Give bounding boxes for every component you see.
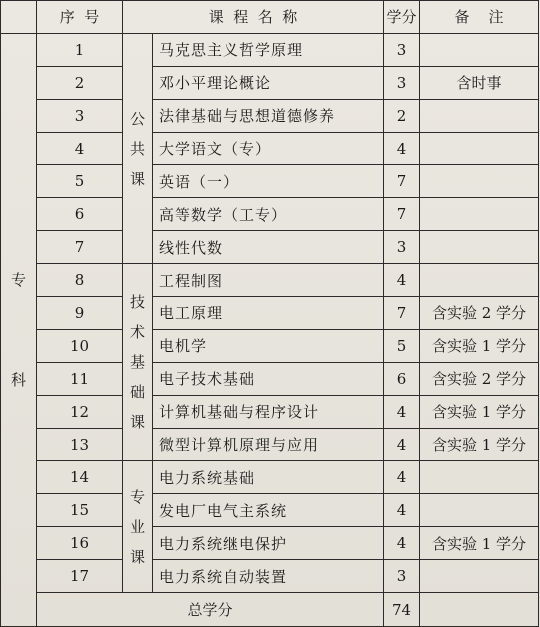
course-name: 邓小平理论概论 (153, 66, 384, 99)
group-label-char: 基 (129, 353, 145, 372)
header-note: 备 注 (420, 1, 539, 34)
course-credit: 7 (384, 297, 420, 330)
group-label-public (123, 33, 153, 263)
total-label: 总学分 (37, 593, 384, 627)
course-number: 3 (37, 99, 123, 132)
table-row (1, 362, 539, 395)
table-row (1, 560, 539, 593)
course-credit: 4 (384, 461, 420, 494)
group-label-char: 技 (129, 293, 145, 312)
course-name: 电力系统继电保护 (153, 527, 384, 560)
course-number: 10 (37, 329, 123, 362)
course-name: 电力系统自动装置 (153, 560, 384, 593)
table-row (1, 494, 539, 527)
course-note: 含实验 1 学分 (420, 395, 539, 428)
group-label-char: 公 (129, 109, 145, 128)
course-number: 15 (37, 494, 123, 527)
course-note: 含实验 1 学分 (420, 527, 539, 560)
table-row (1, 428, 539, 461)
course-credit: 4 (384, 264, 420, 297)
course-credit: 4 (384, 428, 420, 461)
course-credit: 2 (384, 99, 420, 132)
course-name: 大学语文（专） (153, 132, 384, 165)
course-credit: 4 (384, 494, 420, 527)
group-label-tech (123, 264, 153, 461)
course-note (420, 99, 539, 132)
header-seq: 序 号 (37, 1, 123, 34)
group-label-major (123, 461, 153, 593)
course-name: 电工原理 (153, 297, 384, 330)
course-name: 电力系统基础 (153, 461, 384, 494)
course-credit: 4 (384, 527, 420, 560)
course-name: 法律基础与思想道德修养 (153, 99, 384, 132)
course-number: 2 (37, 66, 123, 99)
table-row (1, 165, 539, 198)
course-note (420, 560, 539, 593)
course-number: 11 (37, 362, 123, 395)
course-credit: 7 (384, 198, 420, 231)
table-row (1, 461, 539, 494)
group-label-char: 业 (129, 517, 145, 536)
header-course-name: 课 程 名 称 (123, 1, 384, 34)
course-name: 线性代数 (153, 231, 384, 264)
level-label (1, 33, 37, 626)
course-credit: 4 (384, 132, 420, 165)
course-number: 8 (37, 264, 123, 297)
course-credit: 4 (384, 395, 420, 428)
course-note: 含实验 2 学分 (420, 362, 539, 395)
course-note: 含时事 (420, 66, 539, 99)
course-note (420, 494, 539, 527)
group-label-char: 专 (129, 487, 145, 506)
group-label-char: 课 (129, 547, 145, 566)
total-credit: 74 (384, 593, 420, 627)
course-note: 含实验 2 学分 (420, 297, 539, 330)
table-row (1, 33, 539, 66)
course-number: 14 (37, 461, 123, 494)
table-row (1, 297, 539, 330)
course-name: 计算机基础与程序设计 (153, 395, 384, 428)
course-number: 5 (37, 165, 123, 198)
course-credit: 3 (384, 560, 420, 593)
course-credit: 3 (384, 231, 420, 264)
level-label-char: 科 (10, 370, 26, 389)
course-number: 7 (37, 231, 123, 264)
table-row (1, 66, 539, 99)
course-number: 1 (37, 33, 123, 66)
course-number: 4 (37, 132, 123, 165)
table-row (1, 527, 539, 560)
course-note (420, 264, 539, 297)
course-number: 16 (37, 527, 123, 560)
table-row (1, 231, 539, 264)
table-row (1, 132, 539, 165)
course-note (420, 461, 539, 494)
table-row (1, 198, 539, 231)
group-label-char: 术 (129, 323, 145, 342)
table-row (1, 329, 539, 362)
table-row (1, 395, 539, 428)
table-row (1, 99, 539, 132)
course-name: 电机学 (153, 329, 384, 362)
course-number: 12 (37, 395, 123, 428)
course-credit: 6 (384, 362, 420, 395)
course-note (420, 33, 539, 66)
group-label-char: 础 (129, 383, 145, 402)
header-row (1, 1, 539, 34)
course-number: 13 (37, 428, 123, 461)
course-credit: 5 (384, 329, 420, 362)
course-note (420, 132, 539, 165)
course-credit: 3 (384, 66, 420, 99)
total-row (1, 593, 539, 627)
course-credit: 3 (384, 33, 420, 66)
course-name: 工程制图 (153, 264, 384, 297)
course-credit: 7 (384, 165, 420, 198)
group-label-char: 课 (129, 413, 145, 432)
course-note (420, 231, 539, 264)
header-credit: 学分 (384, 1, 420, 34)
course-number: 6 (37, 198, 123, 231)
header-blank (1, 1, 37, 34)
group-label-char: 课 (129, 169, 145, 188)
course-name: 电子技术基础 (153, 362, 384, 395)
level-label-char: 专 (10, 270, 26, 289)
course-number: 9 (37, 297, 123, 330)
table-row (1, 264, 539, 297)
group-label-char: 共 (129, 139, 145, 158)
course-note (420, 165, 539, 198)
course-name: 高等数学（工专） (153, 198, 384, 231)
course-note: 含实验 1 学分 (420, 428, 539, 461)
course-name: 微型计算机原理与应用 (153, 428, 384, 461)
course-name: 发电厂电气主系统 (153, 494, 384, 527)
course-name: 英语（一） (153, 165, 384, 198)
course-note: 含实验 1 学分 (420, 329, 539, 362)
course-name: 马克思主义哲学原理 (153, 33, 384, 66)
course-note (420, 198, 539, 231)
total-note (420, 593, 539, 627)
course-number: 17 (37, 560, 123, 593)
